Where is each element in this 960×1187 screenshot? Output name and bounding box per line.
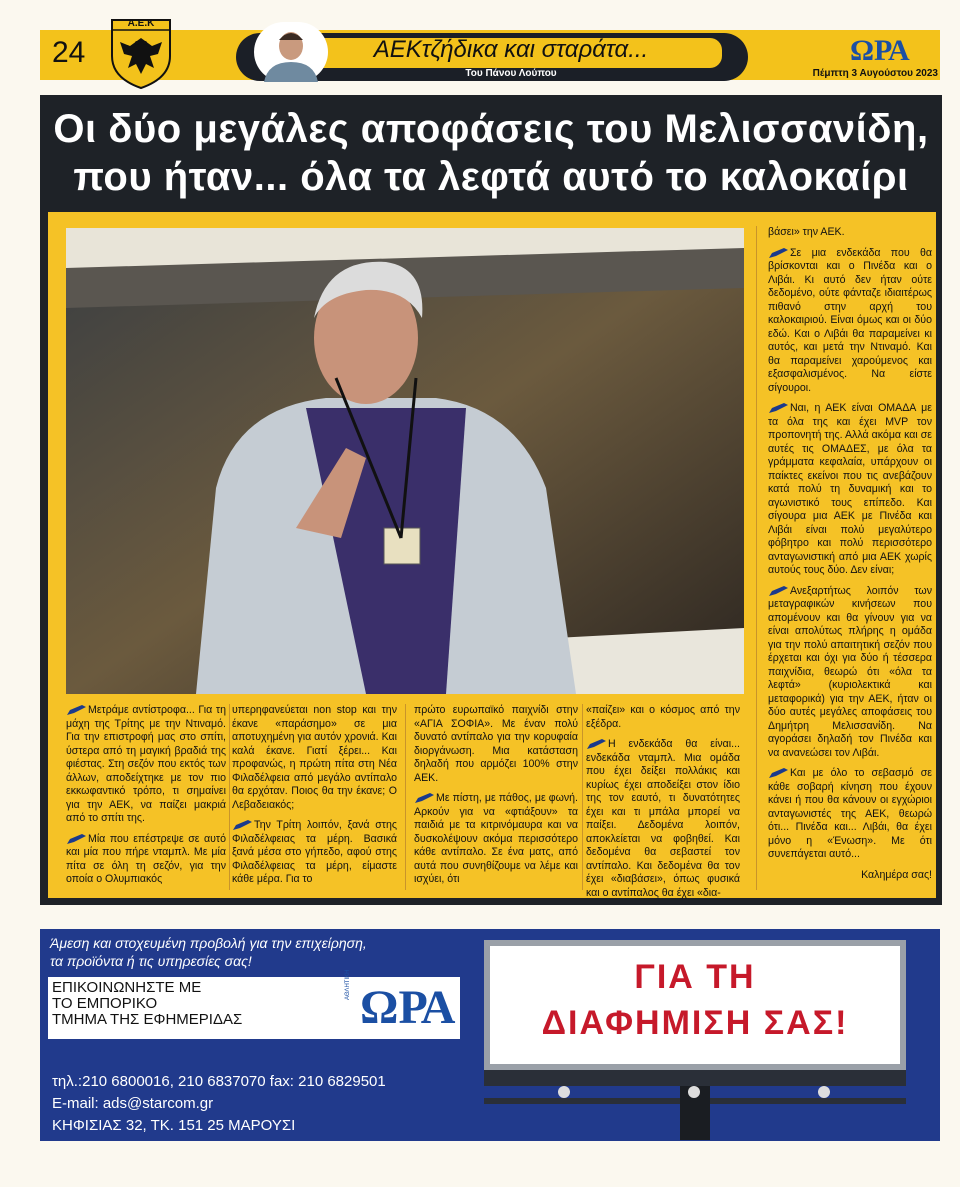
ad-logo-subtitle: ΑΘΛΗΤΙΚΗ: [345, 969, 351, 1000]
text-column-3: [414, 704, 578, 894]
pen-icon: [66, 704, 88, 716]
pen-icon: [232, 819, 254, 831]
ad-contact-line-2: ΤΟ ΕΜΠΟΡΙΚΟ: [52, 995, 158, 1012]
billboard-stand-icon: [484, 1070, 906, 1140]
aek-logo-text: Α.Ε.Κ: [127, 18, 155, 29]
pen-icon: [768, 585, 790, 597]
ad-contact-text: [52, 980, 322, 1028]
column-rule: [405, 704, 406, 890]
ad-phone: τηλ.:210 6800016, 210 6837070 fax: 210 6829501: [52, 1073, 386, 1090]
paragraph: Μετράμε αντίστροφα... Για τη μάχη της Τρίτης με την Ντιναμό. Για την επιστροφή μας στο σπίτι, ύστερα από τη μαγική βραδιά της φιέστας. Στη σεζόν που εκτός των άλλων, αποδείχτηκε με τον πιο εκκωφαντικό τρόπο, τι σημαίνει για την ΑΕΚ, να παίζει μακριά από το σπίτι της.: [66, 704, 226, 824]
pen-icon: [768, 402, 790, 414]
ad-tagline-line-2: τα προϊόντα ή τις υπηρεσίες σας!: [50, 953, 252, 969]
paragraph: πρώτο ευρωπαϊκό παιχνίδι στην «ΑΓΙΑ ΣΟΦΙΑ». Με έναν πολύ δυνατό αντίπαλο για την κορυφαία διοργάνωση. Μια κατάσταση δηλαδή που αρμόζει 100% στην ΑΕΚ.: [414, 704, 578, 784]
paragraph: «παίζει» και ο κόσμος από την εξέδρα.: [586, 704, 740, 730]
billboard-line-1: ΓΙΑ ΤΗ: [634, 958, 756, 996]
closing-line: Καλημέρα σας!: [861, 868, 932, 881]
text-column-1: [66, 704, 226, 894]
headline: [40, 105, 942, 201]
pen-icon: [586, 738, 608, 750]
ad-email: E-mail: ads@starcom.gr: [52, 1095, 214, 1112]
paragraph: υπερηφανεύεται non stop και την έκανε «παράσημο» σε μια αποτυχημένη για αυτόν χρονιά. Και καλά έκανε. Γιατί ξέρει... Και προφανώς, η πρώτη πίτα στη Νέα Φιλαδέλφεια από μεγάλο αντίπαλο θα ερχόταν. Ποιος θα την έκανε; Ο Λεβαδειακός;: [232, 704, 397, 811]
ad-logo: ΩΡΑ: [360, 981, 456, 1034]
paragraph: Ανεξαρτήτως λοιπόν των μεταγραφικών κινήσεων που απομένουν και θα γίνουν για να είναι απολύτως πλήρης η ομάδα για την πολύ απαιτητική σεζόν που έρχεται και όχι για δύο ή τέσσερα παιχνίδια, θεωρώ ότι «όλα τα λεφτά» (κυριολεκτικά και μεταφορικά) για την ΑΕΚ, ήταν οι δύο αυτές μεγάλες αποφάσεις του Δημήτρη Μελισσανίδη. Να αγοράσει δηλαδή τον Πινέδα και να ανανεώσει τον Λιβάι.: [768, 584, 932, 759]
column-rule: [229, 704, 230, 890]
article-photo: [66, 228, 744, 694]
paragraph: Σε μια ενδεκάδα που θα βρίσκονται και ο Πινέδα και ο Λιβάι. Κι αυτό δεν ήταν ούτε δεδομένο, ούτε φάνταζε ιδιαιτέρως πιθανό στην αρχή του καλοκαιριού. Είναι όμως και οι δύο εδώ. Και ο Λιβάι θα παραμείνει κι αυτός, και μετά την Ντιναμό. Και θα παραμείνει χαρούμενος και εξασφαλισμένος. Να είστε σίγουροι.: [768, 246, 932, 394]
page-number: 24: [52, 36, 86, 69]
column-author: Του Πάνου Λούπου: [465, 68, 557, 79]
paragraph: Με πίστη, με πάθος, με φωνή. Αρκούν για να «φτιάξουν» τα παιδιά με τα κιτρινόμαυρα και να δυσκολέψουν ακόμα περισσότερο κάθε αντίπαλο. Σε ένα ματς, από αυτά που συνηθίζουμε να λέμε και ισχύει, ότι: [414, 792, 578, 885]
text-column-2: [232, 704, 397, 894]
ad-contact-line-1: ΕΠΙΚΟΙΝΩΝΗΣΤΕ ΜΕ: [52, 979, 202, 996]
pen-icon: [768, 767, 790, 779]
paper-logo: ΩΡΑ: [850, 34, 910, 67]
headline-line-1: Οι δύο μεγάλες αποφάσεις του Μελισσανίδη,: [53, 107, 929, 151]
billboard-line-2: ΔΙΑΦΗΜΙΣΗ ΣΑΣ!: [541, 1004, 849, 1042]
text-column-4: [586, 704, 740, 907]
pen-icon: [414, 792, 436, 804]
paragraph: Την Τρίτη λοιπόν, ξανά στης Φιλαδέλφειας τα μέρη. Βασικά ξανά μέσα στο γήπεδο, αφού στης Φιλαδέλφειας τα μέρη, είμαστε κάθε μέρα. Για το: [232, 819, 397, 885]
ad-contact-line-3: ΤΜΗΜΑ ΤΗΣ ΕΦΗΜΕΡΙΔΑΣ: [52, 1011, 243, 1028]
headline-line-2: που ήταν... όλα τα λεφτά αυτό το καλοκαίρι: [73, 155, 909, 199]
pen-icon: [66, 833, 88, 845]
column-rule: [756, 226, 757, 890]
paragraph: βάσει» την ΑΕΚ.: [768, 226, 845, 238]
issue-date: Πέμπτη 3 Αυγούστου 2023: [812, 68, 938, 79]
column-rule: [582, 704, 583, 890]
text-column-5: [768, 226, 932, 889]
paragraph: Μία που επέστρεψε σε αυτό και μία που πήρε νταμπλ. Με μία πίτα σε όλη τη σεζόν, για την οποία ο Ολυμπιακός: [66, 832, 226, 885]
paragraph: Η ενδεκάδα θα είναι... ενδεκάδα νταμπλ. Μια ομάδα που έχει δείξει πολλάκις και κυρίως έχει αποδείξει στον ίδιο της τον εαυτό, τι δυνατότητες έχει και τι μπάλα μπορεί να παίξει. Δεδομένα λοιπόν, αποκλείεται να φοβηθεί. Και δεδομένα θα σεβαστεί τον αντίπαλο. Και δεδομένα θα τον έχει «διαβάσει», όπως φυσικά και ο αντίπαλος θα έχει «δια-: [586, 738, 740, 899]
column-title: ΑΕΚτζήδικα και σταράτα...: [373, 36, 649, 63]
ad-tagline-line-1: Άμεση και στοχευμένη προβολή για την επιχείρηση,: [50, 935, 367, 951]
paragraph: Ναι, η ΑΕΚ είναι ΟΜΑΔΑ με τα όλα της και έχει MVP τον προπονητή της. Αλλά ακόμα και σε αυτές τις ΟΜΑΔΕΣ, με όλα τα γράμματα κεφαλαία, υπάρχουν οι παίκτες εκείνοι που τις ανεβάζουν κατά πολύ τη δυναμική και το αγωνιστικό τους επίπεδο. Και σίγουρα μια ΑΕΚ με Πινέδα και Λιβάι είναι πολύ μεγαλύτερο φόβητρο και πολύ περισσότερο ανταγωνιστική από μια ΑΕΚ χωρίς αυτούς τους δύο. Δεν είναι;: [768, 402, 932, 576]
paragraph: Και με όλο το σεβασμό σε κάθε σοβαρή κίνηση που έχουν κάνει ή που θα κάνουν οι εγχώριοι ανταγωνιστές της ΑΕΚ, θεωρώ ότι... Πινέδα και... Λιβάι, θα έχει μόνο η «Ένωση». Με ότι συνεπάγεται αυτό...: [768, 767, 932, 860]
ad-address: ΚΗΦΙΣΙΑΣ 32, ΤΚ. 151 25 ΜΑΡΟΥΣΙ: [52, 1117, 296, 1134]
ad-tagline: [50, 934, 470, 970]
pen-icon: [768, 247, 790, 259]
